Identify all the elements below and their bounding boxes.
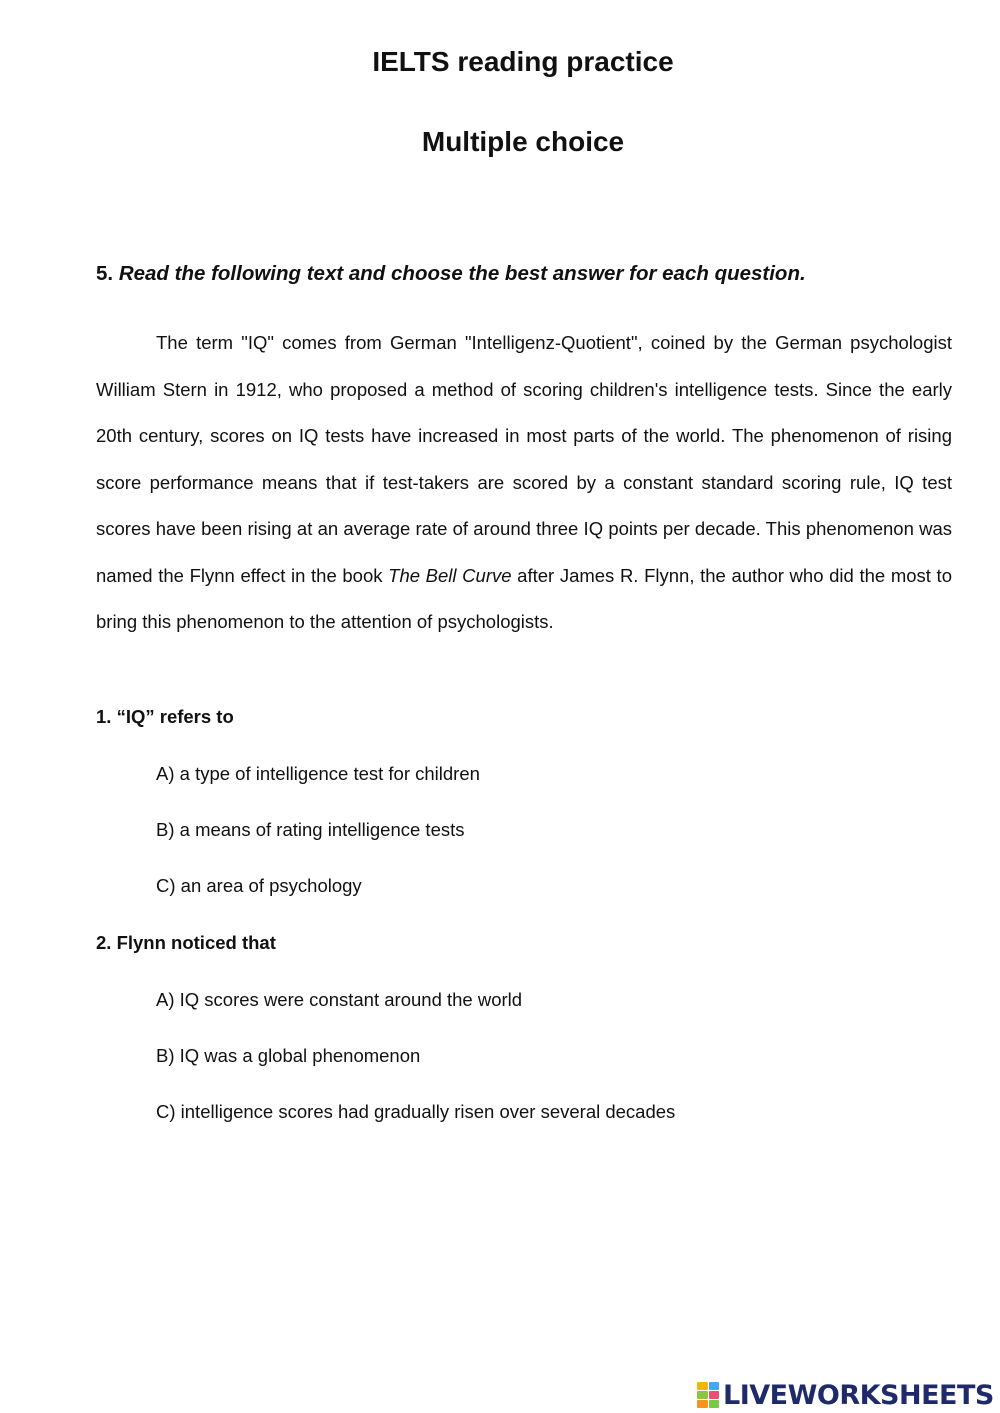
exercise-instruction (96, 262, 806, 286)
book-title: The Bell Curve (388, 564, 512, 586)
question-2-prompt: 2. Flynn noticed that (96, 932, 276, 953)
question-1-option-b[interactable]: B) a means of rating intelligence tests (156, 819, 465, 840)
exercise-number: 5. (96, 262, 114, 285)
question-2-option-b[interactable]: B) IQ was a global phenomenon (156, 1045, 421, 1066)
instruction-text: Read the following text and choose the best answer for each question. (118, 262, 806, 285)
page-title: IELTS reading practice (372, 46, 674, 77)
question-1-option-a[interactable]: A) a type of intelligence test for children (156, 763, 480, 784)
logo-text: LIVEWORKSHEETS (723, 1379, 994, 1411)
page-subtitle: Multiple choice (421, 126, 625, 157)
question-1-option-c[interactable]: C) an area of psychology (156, 875, 362, 896)
passage-text-part1: The term "IQ" comes from German "Intelligenz-Quotient", coined by the German psychologist William Stern in 1912, who proposed a method of scoring children's intelligence tests. Since the early 20th century, scores on IQ tests have increased in most parts of the world. The phenomenon of rising score performance means that if test-takers are scored by a constant standard scoring rule, IQ test scores have been rising at an average rate of around three IQ points per decade. This phenomenon was named the Flynn effect in the book (96, 332, 952, 586)
question-2-option-c[interactable]: C) intelligence scores had gradually risen over several decades (156, 1101, 676, 1122)
passage-text-part2: after James R. Flynn, the author who did the most to bring this phenomenon to the attention of psychologists. (96, 564, 952, 632)
question-2-option-a[interactable]: A) IQ scores were constant around the world (156, 989, 523, 1010)
liveworksheets-logo-icon (697, 1382, 719, 1408)
question-1-prompt: 1. “IQ” refers to (96, 706, 234, 727)
reading-passage (96, 320, 952, 646)
liveworksheets-logo (697, 1380, 994, 1410)
